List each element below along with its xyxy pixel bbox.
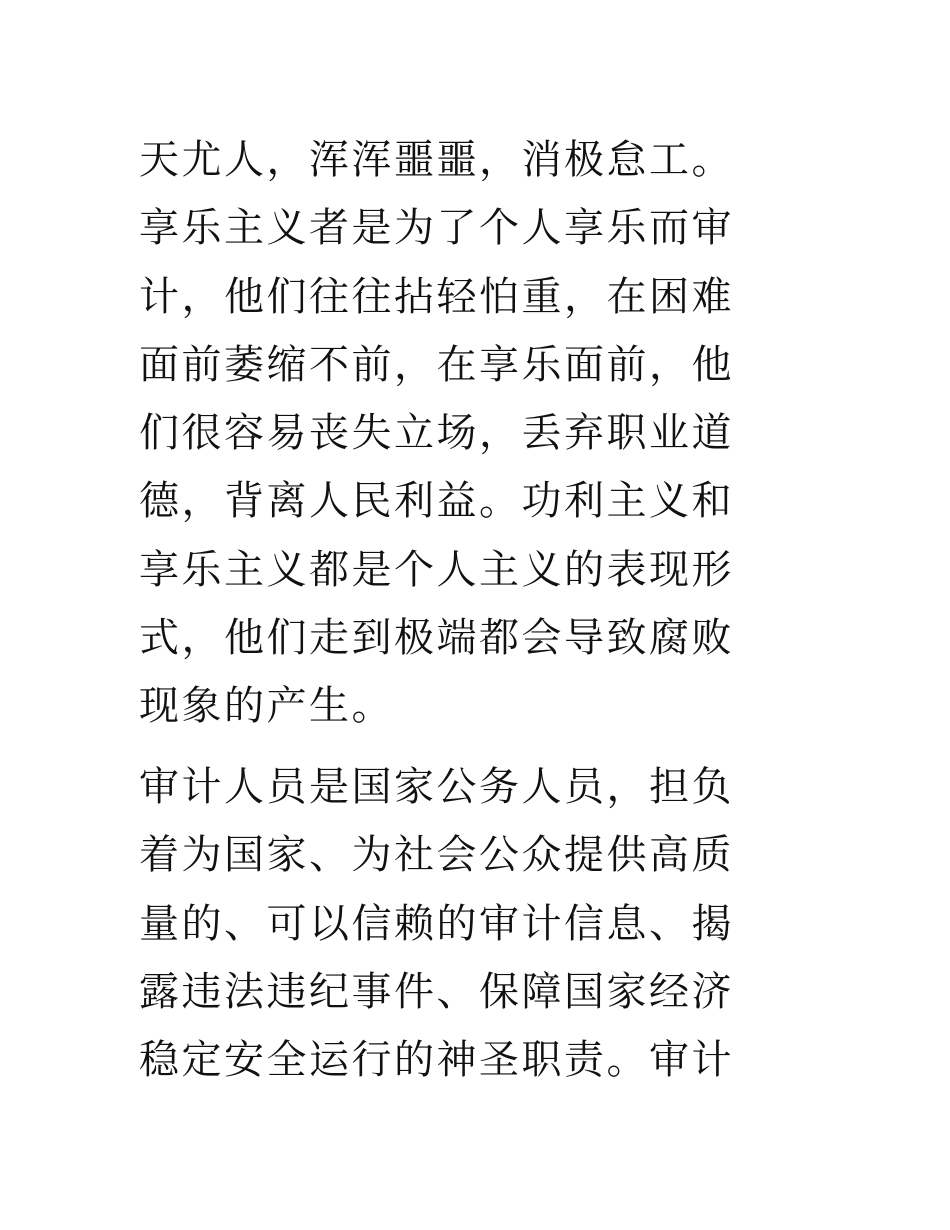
text-line: 德，背离人民利益。功利主义和 [139, 478, 734, 525]
text-line: 天尤人，浑浑噩噩，消极怠工。 [139, 137, 734, 183]
text-line: 享乐主义都是个人主义的表现形 [139, 546, 734, 593]
text-line: 现象的产生。 [139, 683, 394, 730]
text-line: 露违法违纪事件、保障国家经济 [139, 968, 734, 1015]
text-line: 式，他们走到极端都会导致腐败 [139, 615, 734, 662]
paragraph-1 [139, 126, 779, 741]
text-line: 计，他们往往拈轻怕重，在困难 [139, 273, 734, 320]
text-line: 量的、可以信赖的审计信息、揭 [139, 900, 734, 947]
paragraph-2 [139, 753, 779, 1094]
text-line: 享乐主义者是为了个人享乐而审 [139, 205, 734, 252]
text-line: 稳定安全运行的神圣职责。审计 [139, 1037, 734, 1084]
text-line: 审计人员是国家公务人员，担负 [139, 764, 734, 810]
text-line: 们很容易丧失立场，丢弃职业道 [139, 410, 734, 457]
text-line: 面前萎缩不前，在享乐面前，他 [139, 341, 734, 388]
text-line: 着为国家、为社会公众提供高质 [139, 832, 734, 879]
